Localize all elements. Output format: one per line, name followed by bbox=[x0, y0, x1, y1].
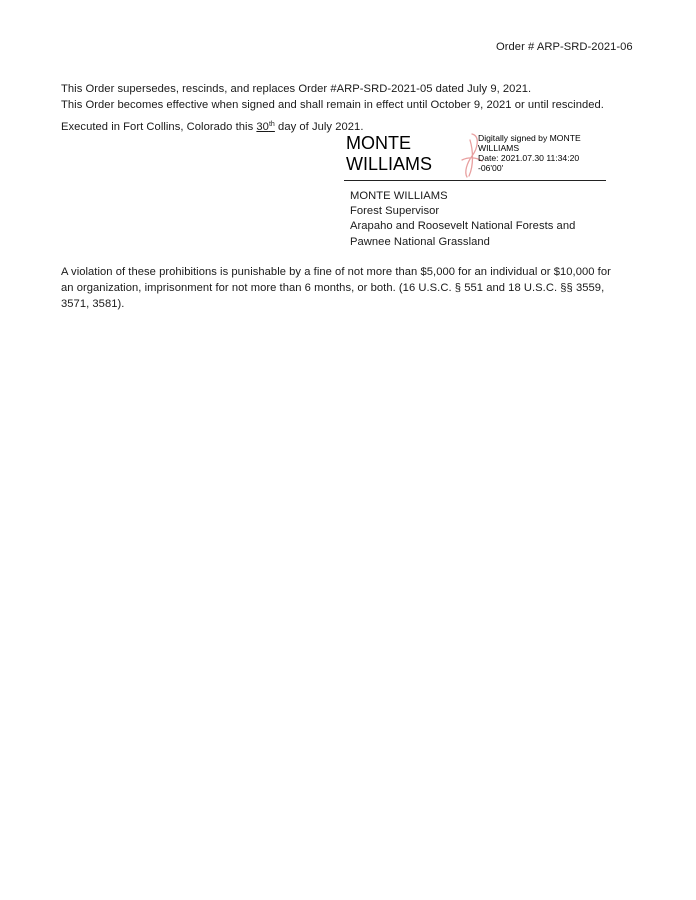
execution-day-suffix: th bbox=[268, 121, 275, 128]
signer-name: MONTE WILLIAMS bbox=[350, 190, 448, 202]
penalty-line1: A violation of these prohibitions is punishable by a fine of not more than $5,000 for an individual or $10,000 for bbox=[61, 266, 611, 278]
digital-date: Date: 2021.07.30 11:34:20 bbox=[478, 153, 580, 163]
supersedes-statement: This Order supersedes, rescinds, and replaces Order #ARP-SRD-2021-05 dated July 9, 2021. bbox=[61, 83, 532, 95]
digital-signed-by: Digitally signed by MONTE bbox=[478, 133, 581, 143]
penalty-line2: an organization, imprisonment for not more than 6 months, or both. (16 U.S.C. § 551 and 18 U.S.C. §§ 3559, bbox=[61, 282, 605, 294]
digital-timezone: -06'00' bbox=[478, 163, 504, 173]
signature-name bbox=[346, 133, 432, 175]
digital-signature-details bbox=[478, 133, 581, 173]
signer-title: Forest Supervisor bbox=[350, 205, 440, 217]
execution-suffix: day of July 2021. bbox=[274, 121, 364, 133]
signature-name-line2: WILLIAMS bbox=[346, 154, 433, 174]
digital-signature-block[interactable] bbox=[344, 130, 606, 180]
signer-unit-line2: Pawnee National Grassland bbox=[350, 236, 490, 248]
execution-prefix: Executed in Fort Collins, Colorado this bbox=[61, 121, 257, 133]
order-number: Order # ARP-SRD-2021-06 bbox=[496, 41, 633, 53]
signer-unit-line1: Arapaho and Roosevelt National Forests and bbox=[350, 220, 576, 232]
execution-day bbox=[256, 121, 275, 133]
execution-day-number: 30 bbox=[256, 121, 269, 133]
penalty-line3: 3571, 3581). bbox=[61, 298, 125, 310]
digital-signed-by-cont: WILLIAMS bbox=[478, 143, 520, 153]
execution-statement bbox=[61, 120, 363, 135]
digital-signature-stamp bbox=[454, 130, 584, 180]
effective-statement: This Order becomes effective when signed and shall remain in effect until October 9, 2021 or until rescinded. bbox=[61, 99, 604, 111]
signature-name-line1: MONTE bbox=[346, 133, 411, 153]
signature-line bbox=[344, 180, 606, 181]
